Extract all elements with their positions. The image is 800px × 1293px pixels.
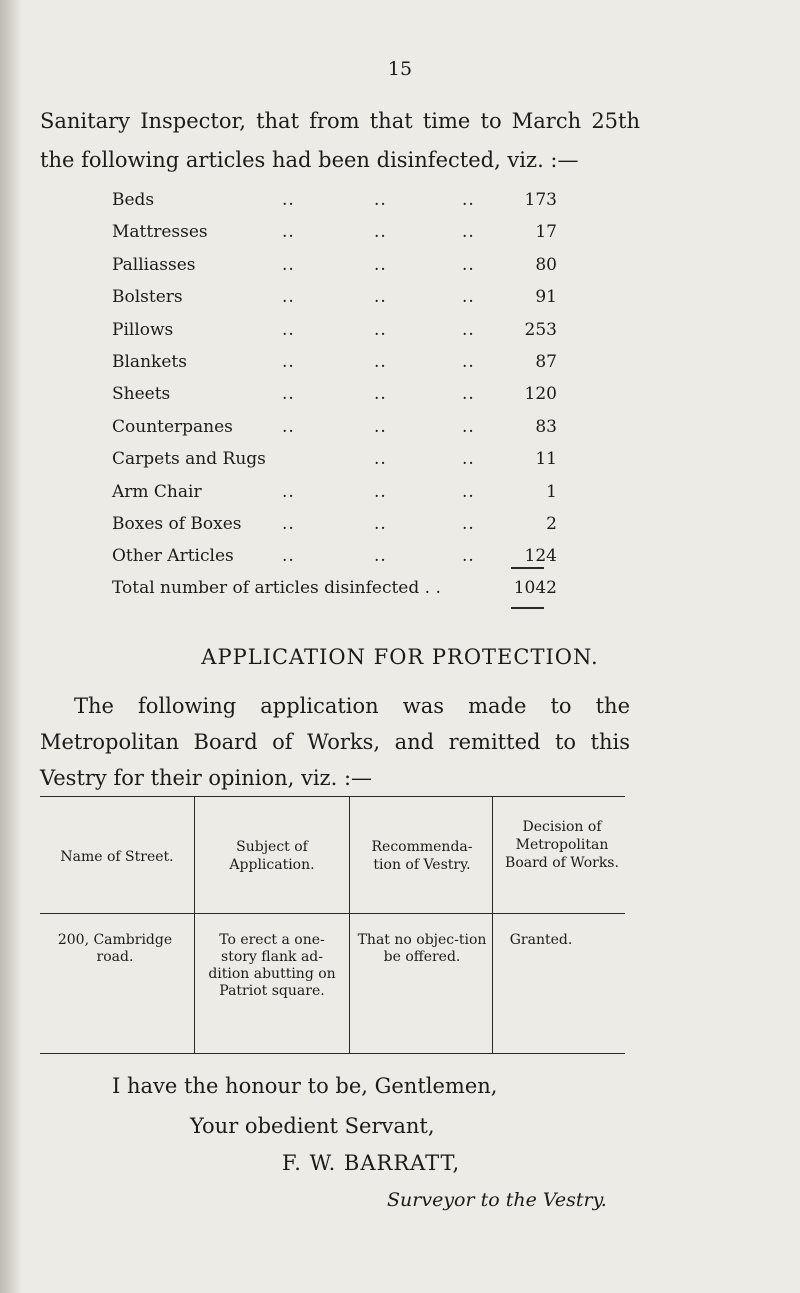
paragraph-line-2: Metropolitan Board of Works, and remitted to this xyxy=(40,730,630,754)
table-cell-subject: To erect a one-story flank ad-dition abutting on Patriot square. xyxy=(208,932,336,999)
list-item xyxy=(112,287,572,319)
section-heading: APPLICATION FOR PROTECTION. xyxy=(201,645,599,669)
leader-dots: .. xyxy=(282,481,295,502)
leader-dots: .. xyxy=(374,319,387,340)
leader-dots: .. xyxy=(282,351,295,372)
leader-dots: .. xyxy=(282,416,295,437)
article-count: 2 xyxy=(546,513,557,534)
list-item xyxy=(112,482,572,514)
leader-dots: .. xyxy=(282,254,295,275)
article-name: Bolsters xyxy=(112,287,183,308)
article-count: 124 xyxy=(524,546,557,567)
article-name: Pillows xyxy=(112,319,174,340)
article-count: 83 xyxy=(535,416,557,437)
table-rule-top xyxy=(40,796,625,797)
list-item xyxy=(112,352,572,384)
column-header-street: Name of Street. xyxy=(60,849,174,865)
page-number: 15 xyxy=(387,58,413,80)
disinfected-articles-list xyxy=(112,190,572,579)
article-name: Other Articles xyxy=(112,546,234,567)
article-name: Arm Chair xyxy=(112,481,202,502)
leader-dots: .. xyxy=(374,384,387,405)
leader-dots: .. xyxy=(462,351,475,372)
leader-dots: .. xyxy=(462,287,475,308)
leader-dots: .. xyxy=(282,190,295,210)
intro-paragraph xyxy=(40,102,640,180)
table-cell-decision: Granted. xyxy=(509,932,573,948)
leader-dots: .. xyxy=(282,287,295,308)
list-item xyxy=(112,514,572,546)
article-count: 253 xyxy=(524,319,557,340)
article-count: 1 xyxy=(546,481,557,502)
table-rule-header xyxy=(40,913,625,914)
article-name: Sheets xyxy=(112,384,171,405)
article-count: 87 xyxy=(535,351,557,372)
closing-line-2: Your obedient Servant, xyxy=(190,1114,435,1138)
application-table xyxy=(40,796,625,1054)
signatory-title: Surveyor to the Vestry. xyxy=(387,1189,607,1211)
total-label: Total number of articles disinfected . . xyxy=(112,578,441,598)
list-item xyxy=(112,449,572,481)
article-count: 80 xyxy=(535,254,557,275)
article-count: 11 xyxy=(535,449,557,470)
article-name: Beds xyxy=(112,190,155,210)
leader-dots: .. xyxy=(374,416,387,437)
leader-dots: .. xyxy=(282,546,295,567)
article-name: Boxes of Boxes xyxy=(112,513,242,534)
leader-dots: .. xyxy=(374,449,387,470)
paragraph-line-3: Vestry for their opinion, viz. :— xyxy=(40,766,373,790)
signature: F. W. BARRATT, xyxy=(282,1151,461,1175)
intro-line-2: the following articles had been disinfected, viz. :— xyxy=(40,148,579,172)
column-header-subject: Subject of Application. xyxy=(229,839,315,873)
article-name: Mattresses xyxy=(112,222,208,243)
list-item xyxy=(112,320,572,352)
leader-dots: .. xyxy=(374,513,387,534)
column-header-recommendation: Recommenda-tion of Vestry. xyxy=(371,839,473,873)
leader-dots: .. xyxy=(282,222,295,243)
application-paragraph xyxy=(40,688,630,796)
article-count: 91 xyxy=(535,287,557,308)
leader-dots: .. xyxy=(462,190,475,210)
total-rule-top xyxy=(511,567,544,569)
leader-dots: .. xyxy=(374,287,387,308)
leader-dots: .. xyxy=(462,319,475,340)
list-item xyxy=(112,417,572,449)
leader-dots: .. xyxy=(462,481,475,502)
list-item xyxy=(112,255,572,287)
leader-dots: .. xyxy=(462,384,475,405)
list-item xyxy=(112,222,572,254)
article-name: Palliasses xyxy=(112,254,196,275)
article-name: Carpets and Rugs xyxy=(112,449,266,470)
leader-dots: .. xyxy=(462,449,475,470)
list-item xyxy=(112,384,572,416)
leader-dots: .. xyxy=(462,546,475,567)
leader-dots: .. xyxy=(462,416,475,437)
leader-dots: .. xyxy=(374,351,387,372)
closing-line-1: I have the honour to be, Gentlemen, xyxy=(112,1074,498,1098)
intro-line-1: Sanitary Inspector, that from that time to March 25th xyxy=(40,109,640,133)
table-cell-street: 200, Cambridge road. xyxy=(57,932,173,965)
leader-dots: .. xyxy=(462,513,475,534)
leader-dots: .. xyxy=(374,222,387,243)
article-count: 173 xyxy=(524,190,557,210)
total-rule-bottom xyxy=(511,607,544,609)
table-rule-bottom xyxy=(40,1053,625,1054)
leader-dots: .. xyxy=(462,222,475,243)
leader-dots: .. xyxy=(374,254,387,275)
table-divider xyxy=(194,796,195,1054)
article-count: 17 xyxy=(535,222,557,243)
paragraph-line-1: The following application was made to the xyxy=(74,694,630,718)
leader-dots: .. xyxy=(282,319,295,340)
article-count: 120 xyxy=(524,384,557,405)
list-item xyxy=(112,546,572,578)
table-divider xyxy=(492,796,493,1054)
list-item xyxy=(112,190,572,222)
leader-dots: .. xyxy=(282,513,295,534)
leader-dots: .. xyxy=(374,546,387,567)
table-divider xyxy=(349,796,350,1054)
article-name: Blankets xyxy=(112,351,187,372)
article-name: Counterpanes xyxy=(112,416,233,437)
leader-dots: .. xyxy=(374,481,387,502)
column-header-decision: Decision of Metropolitan Board of Works. xyxy=(505,819,619,871)
leader-dots: .. xyxy=(374,190,387,210)
leader-dots: .. xyxy=(282,384,295,405)
leader-dots: .. xyxy=(462,254,475,275)
table-cell-recommendation: That no objec-tion be offered. xyxy=(357,932,487,965)
total-value: 1042 xyxy=(513,578,557,598)
